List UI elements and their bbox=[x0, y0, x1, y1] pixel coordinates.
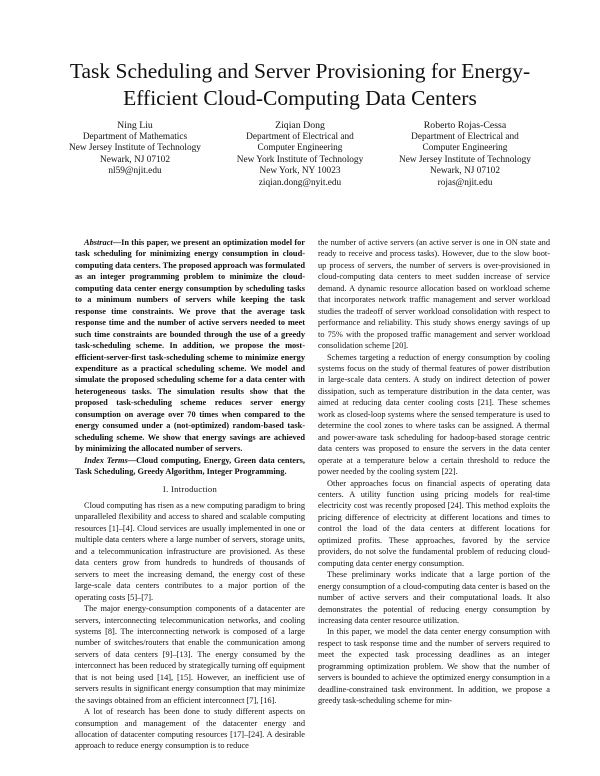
left-column bbox=[75, 237, 305, 752]
body-paragraph: Schemes targeting a reduction of energy consumption by cooling systems focus on the study of thermal features of power distribution in large-scale data centers. A study on indirect detection of power dissipation, such as temperature distribution in the data center, was aimed at reducing data center cooling costs [21]. These schemes work as closed-loop systems where the sensed temperature is used to determine the cool zones to where tasks can be assigned. A thermal and power-aware task scheduling for hadoop-based storage centric data centers was proposed to ensure the servers in the data center operate at a temperature below a certain threshold to reduce the power needed by the cooling system [22]. bbox=[318, 352, 550, 477]
author-affiliation: Computer Engineering bbox=[422, 143, 508, 154]
author-block-1 bbox=[55, 120, 215, 178]
body-paragraph: In this paper, we model the data center energy consumption with respect to task response time and the number of servers required to meet the expected task processing deadlines as an integer programming optimization problem. We show that the number of servers is bounded to achieve the optimized energy consumption in a deadline-constrained task environment. In addition, we propose a greedy task-scheduling scheme for min- bbox=[318, 627, 550, 706]
paper-title: Task Scheduling and Server Provisioning for Energy-Efficient Cloud-Computing Data Centers bbox=[69, 59, 531, 110]
author-block-2 bbox=[220, 120, 380, 190]
index-terms-label: Index Terms bbox=[84, 455, 128, 465]
author-affiliation: Department of Electrical and bbox=[246, 131, 354, 142]
author-affiliation: Department of Electrical and bbox=[411, 131, 519, 142]
author-affiliation: Department of Mathematics bbox=[82, 131, 188, 142]
author-address: Newark, NJ 07102 bbox=[100, 154, 170, 165]
author-address: New York, NY 10023 bbox=[259, 166, 341, 177]
abstract-label: Abstract bbox=[84, 238, 113, 247]
right-column bbox=[318, 237, 550, 707]
section-heading: I. Introduction bbox=[162, 483, 218, 494]
body-paragraph: A lot of research has been done to study different aspects on consumption and management of the datacenter energy and allocation of datacenter computing resources [17]–[24]. A desirable approach to reduce energy consumption is to reduce bbox=[75, 707, 305, 751]
index-terms bbox=[75, 455, 305, 478]
body-paragraph: The major energy-consumption components of a datacenter are servers, interconnecting telecommunication networks, and cooling systems [8]. The interconnecting network is composed of a large number of switches/routers that enable the communication among servers of data centers [9]–[13]. The energy consumed by the interconnect has been reduced by strategically turning off equipment that is not being used [14], [15]. However, an inefficient use of servers results in significant energy consumption that may minimize the savings obtained from an efficient interconnect [7], [16]. bbox=[75, 604, 305, 705]
author-name: Ning Liu bbox=[117, 120, 153, 131]
author-affiliation: New York Institute of Technology bbox=[236, 154, 364, 165]
author-affiliation: New Jersey Institute of Technology bbox=[69, 143, 201, 154]
index-terms-text: —Cloud computing, Energy, Green data centers, Task Scheduling, Greedy Algorithm, Integer Programming. bbox=[75, 455, 306, 477]
author-affiliation: Computer Engineering bbox=[257, 143, 343, 154]
author-affiliation: New Jersey Institute of Technology bbox=[399, 154, 531, 165]
body-paragraph: the number of active servers (an active server is one in ON state and ready to receive and process tasks). However, due to the slow boot-up process of servers, the number of servers is over-provisioned in cloud-computing data centers to meet sudden increase of service demand. A dynamic resource allocation based on workload scheme that incorporates network traffic management and server workload studies the tradeoff of server workload consolidation with respect to performance and reliability. This study shows energy savings of up to 75% with the proposed traffic management and server workload consolidation scheme [20]. bbox=[318, 238, 550, 351]
author-email: ziqian.dong@nyit.edu bbox=[258, 177, 342, 188]
author-name: Roberto Rojas-Cessa bbox=[423, 120, 507, 131]
body-paragraph: Other approaches focus on financial aspects of operating data centers. A utility function using pricing models for real-time electricity cost was recently proposed [24]. This method exploits the pricing difference of electricity at different locations and times to control the load of the data centers at different locations for optimized profits. These approaches, favored by the service providers, do not solve the fundamental problem of reducing cloud-computing data center energy consumption. bbox=[318, 478, 550, 568]
author-address: Newark, NJ 07102 bbox=[430, 166, 500, 177]
author-email: rojas@njit.edu bbox=[437, 177, 493, 188]
author-name: Ziqian Dong bbox=[275, 120, 325, 131]
author-block-3 bbox=[380, 120, 550, 190]
body-paragraph: These preliminary works indicate that a large portion of the energy consumption of a cloud-computing data center is based on the number of active servers and their computational loads. It also demonstrates the potential of reducing energy consumption by increasing data center resource utilization. bbox=[318, 570, 550, 625]
body-paragraph: Cloud computing has risen as a new computing paradigm to bring unparalleled flexibility and access to shared and scalable computing resources [1]–[4]. Cloud services are usually implemented in one or multiple data centers where a large number of servers, storage units, and a telecommunication infrastructure are provisioned. As these data centers grow from hundreds to hundreds of thousands of servers to meet the increasing demand, the energy cost of these large-scale data centers contributes to a major portion of the operating costs [5]–[7]. bbox=[75, 500, 305, 602]
abstract-text: —In this paper, we present an optimization model for task scheduling for minimizing energy consumption in cloud-computing data centers. The proposed approach was formulated as an integer programming problem to minimize the cloud-computing data center energy consumption by scheduling tasks to a minimum numbers of servers while keeping the task response time constraints. We prove that the average task response time and the number of active servers needed to meet such time constraints are bounded through the use of a greedy task-scheduling scheme. In addition, we propose the most-efficient-server-first task-scheduling scheme to minimize energy expenditure as a practical scheduling scheme. We model and simulate the proposed scheduling scheme for a data center with heterogeneous tasks. The simulation results show that the proposed task-scheduling scheme reduces server energy consumption on average over 70 times when compared to the energy consumed under a (not-optimized) random-based task-scheduling scheme. We show that energy savings are achieved by minimizing the allocated number of servers. bbox=[75, 238, 305, 454]
author-email: nl59@njit.edu bbox=[108, 166, 162, 177]
abstract bbox=[75, 237, 305, 455]
